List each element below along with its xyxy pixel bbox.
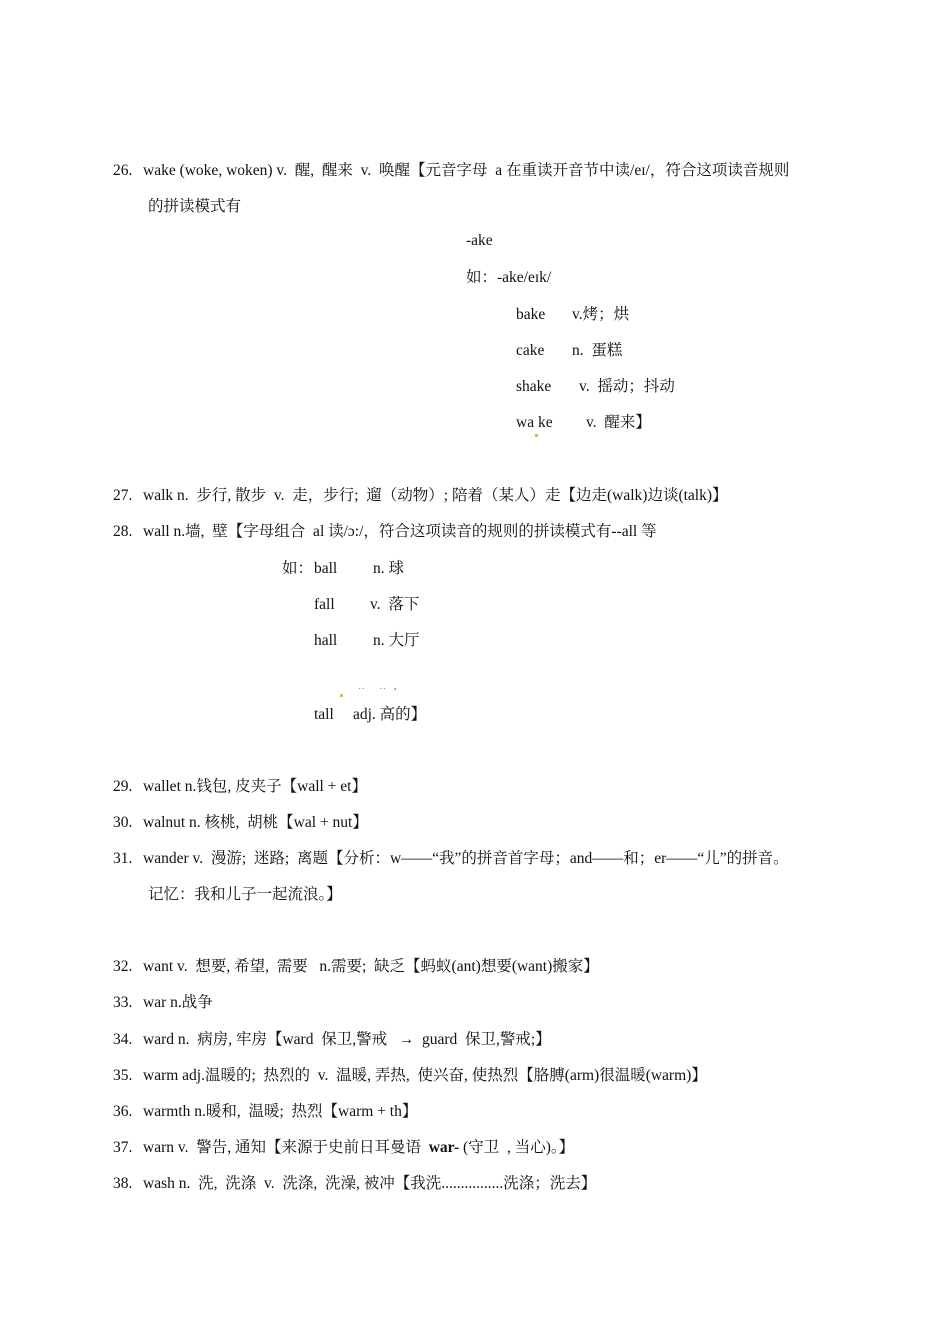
example-word: bake	[516, 306, 546, 323]
example-meaning: n. 蛋糕	[572, 342, 623, 359]
entry-text: ward n. 病房, 牢房【ward 保卫,警戒 → guard 保卫,警戒;】	[143, 1031, 551, 1048]
entry-number: 32.	[113, 958, 133, 975]
example-meaning: n. 大厅	[373, 632, 420, 649]
entry-28	[113, 522, 657, 542]
entry-number: 34.	[113, 1031, 133, 1048]
clipped-line-fragment: `` `` '	[352, 688, 397, 694]
example-word: fall	[314, 596, 335, 613]
example-word: wa ke	[516, 414, 553, 431]
entry-38	[113, 1174, 596, 1194]
example-meaning: v. 醒来】	[586, 414, 651, 431]
entry-number: 35.	[113, 1067, 133, 1084]
entry-number: 30.	[113, 814, 133, 831]
scan-speck	[340, 694, 343, 697]
spelling-pattern: -ake	[466, 232, 493, 249]
entry-number: 33.	[113, 994, 133, 1011]
entry-text: wallet n.钱包, 皮夹子【wall + et】	[143, 778, 367, 795]
example-meaning: v. 落下	[370, 596, 420, 613]
example-word: cake	[516, 342, 545, 359]
entry-text: wall n.墙, 壁【字母组合 al 读/ɔ:/，符合这项读音的规则的拼读模式有--all 等	[143, 523, 657, 540]
entry-text-bold: war-	[428, 1139, 460, 1156]
example-meaning: v.烤；烘	[572, 306, 630, 323]
entry-number: 26.	[113, 162, 133, 179]
entry-number: 36.	[113, 1103, 133, 1120]
entry-text-after: (守卫 , 当心)。】	[459, 1139, 575, 1156]
entry-31-continuation: 记忆：我和儿子一起流浪。】	[148, 886, 342, 903]
entry-text: want v. 想要, 希望, 需要 n.需要; 缺乏【蚂蚁(ant)想要(want)搬家】	[143, 958, 599, 975]
example-intro: 如：-ake/eɪk/	[466, 269, 552, 286]
entry-text: warmth n.暖和, 温暖; 热烈【warm + th】	[143, 1103, 418, 1120]
entry-number: 29.	[113, 778, 133, 795]
entry-text: wash n. 洗, 洗涤 v. 洗涤, 洗澡, 被冲【我洗................洗涤；洗去】	[143, 1175, 597, 1192]
entry-text: walnut n. 核桃, 胡桃【wal + nut】	[143, 814, 368, 831]
example-word: shake	[516, 378, 552, 395]
entry-35	[113, 1066, 707, 1086]
entry-number: 27.	[113, 487, 133, 504]
entry-32	[113, 957, 599, 977]
example-word: hall	[314, 632, 338, 649]
entry-26-continuation: 的拼读模式有	[148, 198, 242, 215]
example-meaning: v. 摇动；抖动	[579, 378, 675, 395]
entry-33	[113, 993, 213, 1013]
entry-number: 28.	[113, 523, 133, 540]
entry-36	[113, 1102, 417, 1122]
example-meaning: n. 球	[373, 560, 405, 577]
entry-number: 38.	[113, 1175, 133, 1192]
entry-text: walk n. 步行, 散步 v. 走，步行; 遛（动物）; 陪着（某人）走【边走(walk)边谈(talk)】	[143, 487, 728, 504]
entry-29	[113, 777, 367, 797]
entry-text: warm adj.温暖的; 热烈的 v. 温暖, 弄热, 使兴奋, 使热烈【胳膊(arm)很温暖(warm)】	[143, 1067, 707, 1084]
entry-30	[113, 813, 368, 833]
entry-text: war n.战争	[143, 994, 213, 1011]
entry-37	[113, 1138, 574, 1158]
entry-text: wander v. 漫游; 迷路; 离题【分析：w——“我”的拼音首字母；and——和；er——“儿”的拼音。	[143, 850, 789, 867]
entry-31	[113, 849, 789, 869]
example-word: ball	[314, 560, 338, 577]
entry-26	[113, 161, 789, 181]
example-word: tall	[314, 706, 334, 723]
entry-27	[113, 486, 728, 506]
entry-number: 37.	[113, 1139, 133, 1156]
scan-speck	[535, 434, 538, 437]
example-meaning: adj. 高的】	[353, 706, 427, 723]
entry-text-before: warn v. 警告, 通知【来源于史前日耳曼语	[143, 1139, 429, 1156]
entry-number: 31.	[113, 850, 133, 867]
entry-34	[113, 1030, 551, 1050]
example-prefix: 如：	[282, 560, 314, 577]
entry-text: wake (woke, woken) v. 醒, 醒来 v. 唤醒【元音字母 a 在重读开音节中读/eɪ/，符合这项读音规则	[143, 162, 790, 179]
